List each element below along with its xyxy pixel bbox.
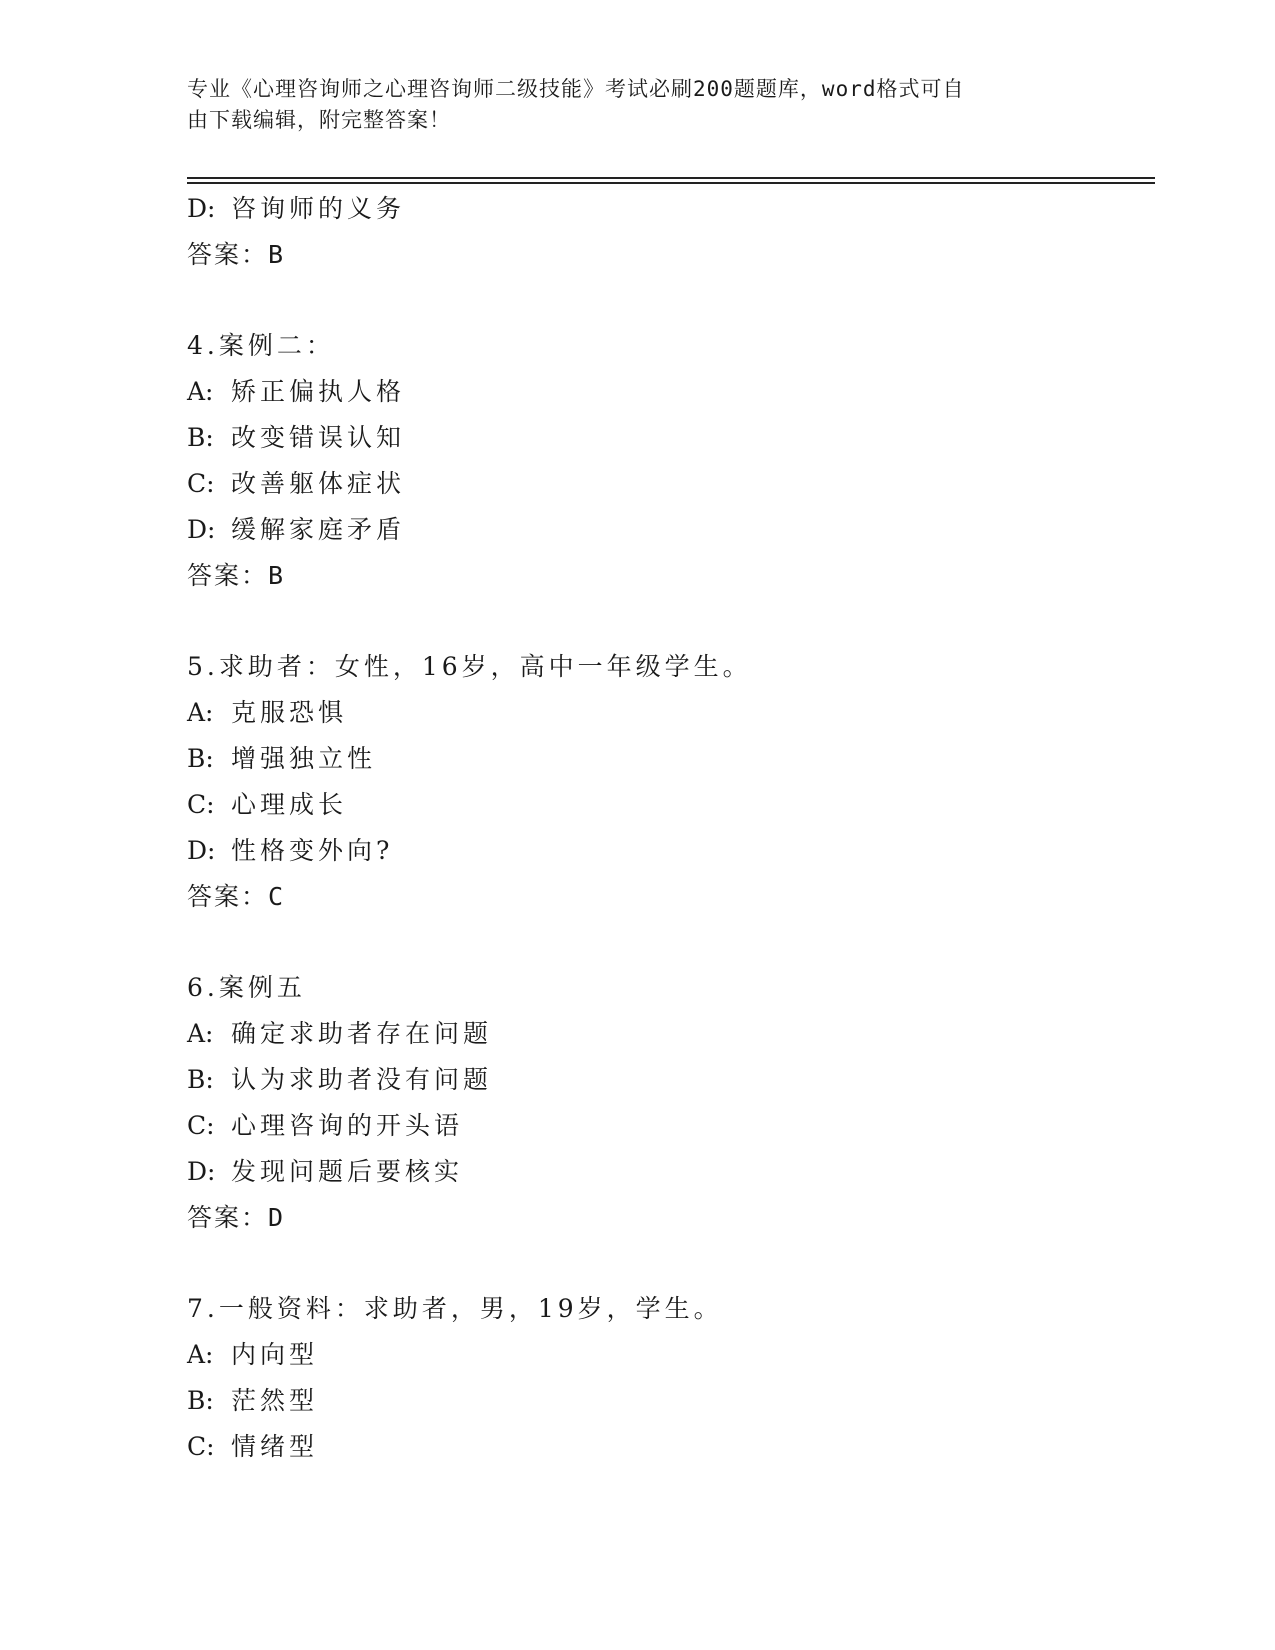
header-divider-top <box>187 177 1155 179</box>
option-label: C: <box>187 1111 215 1140</box>
option-label: A: <box>187 698 214 727</box>
question-stem: 4.案例二： <box>187 331 335 360</box>
header-line-2: 由下载编辑，附完整答案！ <box>187 108 451 132</box>
question-stem: 7.一般资料：求助者，男，19岁，学生。 <box>187 1294 723 1323</box>
option-label: A: <box>187 1340 214 1369</box>
question-stem: 5.求助者：女性，16岁，高中一年级学生。 <box>187 652 752 681</box>
option-a <box>187 690 1147 736</box>
option-text: 认为求助者没有问题 <box>231 1065 493 1094</box>
option-label: D: <box>187 194 216 223</box>
option-b <box>187 1378 1147 1424</box>
option-text: 改善躯体症状 <box>231 469 406 498</box>
option-b <box>187 736 1147 782</box>
option-label: B: <box>187 744 214 773</box>
option-text: 缓解家庭矛盾 <box>231 515 406 544</box>
option-text: 矫正偏执人格 <box>231 377 406 406</box>
option-c <box>187 1103 1147 1149</box>
option-text: 性格变外向? <box>231 836 394 865</box>
option-a <box>187 369 1147 415</box>
option-a <box>187 1011 1147 1057</box>
document-header <box>187 74 1087 136</box>
answer-line: 答案：B <box>187 240 286 269</box>
option-c <box>187 461 1147 507</box>
header-divider-bottom <box>187 182 1155 184</box>
option-b <box>187 1057 1147 1103</box>
option-d <box>187 186 1147 232</box>
option-label: C: <box>187 1432 215 1461</box>
option-text: 茫然型 <box>231 1386 319 1415</box>
option-label: B: <box>187 423 214 452</box>
option-text: 发现问题后要核实 <box>231 1157 464 1186</box>
option-label: B: <box>187 1065 214 1094</box>
header-line-1: 专业《心理咨询师之心理咨询师二级技能》考试必刷200题题库，word格式可自 <box>187 77 965 101</box>
option-d <box>187 828 1147 874</box>
option-label: B: <box>187 1386 214 1415</box>
option-b <box>187 415 1147 461</box>
option-text: 内向型 <box>231 1340 319 1369</box>
option-label: D: <box>187 515 216 544</box>
option-label: D: <box>187 1157 216 1186</box>
answer-line: 答案：B <box>187 561 286 590</box>
option-text: 情绪型 <box>231 1432 319 1461</box>
option-text: 咨询师的义务 <box>231 194 406 223</box>
option-text: 增强独立性 <box>231 744 377 773</box>
answer-line: 答案：C <box>187 882 286 911</box>
option-a <box>187 1332 1147 1378</box>
option-label: C: <box>187 790 215 819</box>
option-label: D: <box>187 836 216 865</box>
option-text: 心理成长 <box>231 790 348 819</box>
option-text: 克服恐惧 <box>231 698 348 727</box>
option-label: A: <box>187 1019 214 1048</box>
question-list <box>187 186 1147 1470</box>
answer-line: 答案：D <box>187 1203 286 1232</box>
question-stem: 6.案例五 <box>187 973 306 1002</box>
option-text: 改变错误认知 <box>231 423 406 452</box>
option-label: C: <box>187 469 215 498</box>
option-d <box>187 1149 1147 1195</box>
option-label: A: <box>187 377 214 406</box>
option-d <box>187 507 1147 553</box>
option-text: 确定求助者存在问题 <box>231 1019 493 1048</box>
option-text: 心理咨询的开头语 <box>231 1111 464 1140</box>
option-c <box>187 782 1147 828</box>
option-c <box>187 1424 1147 1470</box>
